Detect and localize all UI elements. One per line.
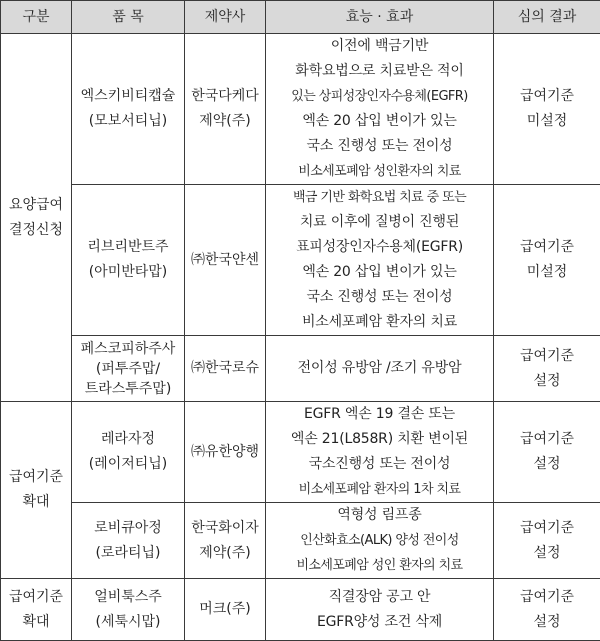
result-cell (494, 185, 600, 336)
product-cell (72, 34, 185, 185)
result-line: 설정 (498, 452, 596, 477)
effect-line: 표피성장인자수용체(EGFR) (270, 235, 489, 260)
result-line: 급여기준 (498, 235, 596, 260)
header-product: 품 목 (72, 1, 185, 34)
header-effect: 효능 · 효과 (266, 1, 494, 34)
effect-line: 이전에 백금기반 (270, 34, 489, 59)
result-line: 미설정 (498, 260, 596, 285)
effect-cell (266, 402, 494, 503)
product-ingredient: (퍼투주맙/ (76, 359, 180, 379)
category-line: 결정신청 (5, 218, 67, 243)
company-line: ㈜유한양행 (189, 440, 261, 465)
product-cell (72, 579, 185, 641)
header-company: 제약사 (185, 1, 266, 34)
result-cell (494, 402, 600, 503)
product-ingredient: 트라스투주맙) (76, 379, 180, 399)
product-ingredient: (모보서티닙) (76, 109, 180, 134)
product-ingredient: (레이저티닙) (76, 452, 180, 477)
effect-line: 직결장암 공고 안 (270, 585, 489, 610)
result-cell (494, 503, 600, 579)
effect-line: EGFR 엑손 19 결손 또는 (270, 402, 489, 427)
effect-line: 비소세포폐암 성인 환자의 치료 (270, 553, 489, 578)
company-line: 한국화이자 (189, 516, 261, 541)
effect-line: 국소진행성 또는 전이성 (270, 452, 489, 477)
product-name: 리브리반트주 (76, 235, 180, 260)
company-line: 한국다케다 (189, 84, 261, 109)
effect-cell (266, 34, 494, 185)
result-line: 설정 (498, 369, 596, 394)
result-line: 급여기준 (498, 344, 596, 369)
company-line: 머크(주) (189, 597, 261, 622)
header-row (1, 1, 600, 34)
product-name: 엑스키비티캡슐 (76, 84, 180, 109)
effect-line: 비소세포폐암 환자의 치료 (270, 310, 489, 335)
product-name: 로비큐아정 (76, 516, 180, 541)
effect-line: 국소 진행성 또는 전이성 (270, 285, 489, 310)
product-ingredient: (세툭시맙) (76, 610, 180, 635)
effect-line: 비소세포폐암 환자의 1차 치료 (270, 477, 489, 502)
company-cell (185, 402, 266, 503)
product-ingredient: (아미반타맙) (76, 260, 180, 285)
company-cell (185, 336, 266, 402)
product-name: 얼비툭스주 (76, 585, 180, 610)
effect-cell (266, 579, 494, 641)
product-cell (72, 402, 185, 503)
result-line: 급여기준 (498, 516, 596, 541)
effect-line: 전이성 유방암 /조기 유방암 (270, 356, 489, 381)
company-line: 제약(주) (189, 109, 261, 134)
table-row (1, 579, 600, 641)
category-cell (1, 402, 72, 579)
category-line: 요양급여 (5, 193, 67, 218)
company-line: ㈜한국얀센 (189, 248, 261, 273)
product-cell (72, 185, 185, 336)
product-name: 레라자정 (76, 427, 180, 452)
table-row (1, 185, 600, 336)
company-cell (185, 185, 266, 336)
header-category: 구분 (1, 1, 72, 34)
effect-line: 국소 진행성 또는 전이성 (270, 134, 489, 159)
effect-line: 백금 기반 화학요법 치료 중 또는 (270, 185, 489, 210)
effect-line: 인산화효소(ALK) 양성 전이성 (270, 528, 489, 553)
category-line: 확대 (5, 490, 67, 515)
result-cell (494, 336, 600, 402)
company-line: ㈜한국로슈 (189, 356, 261, 381)
effect-line: 엑손 21(L858R) 치환 변이된 (270, 427, 489, 452)
category-cell (1, 34, 72, 402)
product-cell (72, 503, 185, 579)
result-cell (494, 34, 600, 185)
category-cell (1, 579, 72, 641)
table-row (1, 402, 600, 503)
table-row (1, 34, 600, 185)
effect-cell (266, 336, 494, 402)
result-line: 설정 (498, 610, 596, 635)
company-cell (185, 34, 266, 185)
result-line: 설정 (498, 541, 596, 566)
result-line: 급여기준 (498, 427, 596, 452)
product-name: 페스코피하주사 (76, 339, 180, 359)
product-cell (72, 336, 185, 402)
effect-line: 화학요법으로 치료받은 적이 (270, 59, 489, 84)
effect-line: 역형성 림프종 (270, 503, 489, 528)
effect-cell (266, 185, 494, 336)
effect-line: 있는 상피성장인자수용체(EGFR) (270, 84, 489, 109)
effect-line: 치료 이후에 질병이 진행된 (270, 210, 489, 235)
result-cell (494, 579, 600, 641)
table-row (1, 336, 600, 402)
effect-line: 엑손 20 삽입 변이가 있는 (270, 260, 489, 285)
product-ingredient: (로라티닙) (76, 541, 180, 566)
result-line: 급여기준 (498, 585, 596, 610)
category-line: 급여기준 (5, 465, 67, 490)
company-cell (185, 579, 266, 641)
result-line: 미설정 (498, 109, 596, 134)
category-line: 급여기준 (5, 585, 67, 610)
effect-line: 엑손 20 삽입 변이가 있는 (270, 109, 489, 134)
result-line: 급여기준 (498, 84, 596, 109)
company-line: 제약(주) (189, 541, 261, 566)
category-line: 확대 (5, 610, 67, 635)
header-result: 심의 결과 (494, 1, 600, 34)
table-row (1, 503, 600, 579)
effect-line: 비소세포폐암 성인환자의 치료 (270, 159, 489, 184)
effect-line: EGFR양성 조건 삭제 (270, 610, 489, 635)
company-cell (185, 503, 266, 579)
effect-cell (266, 503, 494, 579)
